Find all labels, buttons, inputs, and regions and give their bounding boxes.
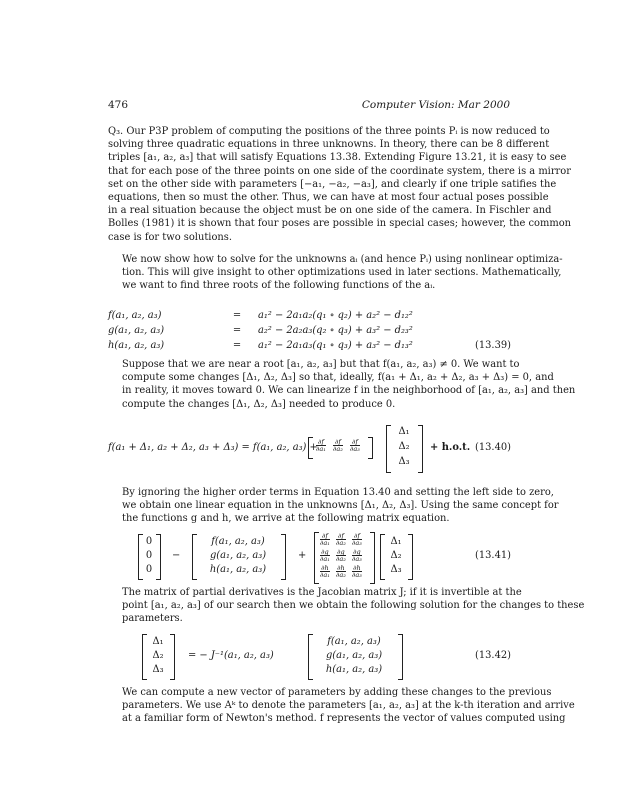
vector-entry: f(a₁, a₂, a₃) [211, 536, 265, 547]
text-line: solving three quadratic equations in three unknowns. In theory, there can be 8 different [108, 139, 550, 151]
paragraph-newton-method [108, 686, 575, 726]
equation-13-40 [108, 425, 511, 475]
equation-row [108, 325, 511, 338]
text-line: in a real situation because the object must be on one side of the camera. In Fischler and [108, 205, 552, 217]
minus-sign: − [172, 550, 181, 561]
equation-13-41 [108, 532, 511, 582]
equation-lhs: g(a₁, a₂, a₃) [108, 325, 165, 336]
text-line: set on the other side with parameters [−a₁, −a₂, −a₃], and clearly if one triple satifies the [108, 178, 557, 190]
equation-rhs: a₂² − 2a₂a₃(q₂ ∘ q₃) + a₃² − d₂₃² [258, 325, 413, 336]
text-line: tion. This will give insight to other optimizations used in later sections. Mathematically, [122, 267, 562, 279]
equation-relation: = [232, 310, 242, 321]
equation-number: (13.41) [475, 550, 511, 561]
text-line: we want to find three roots of the following functions of the aᵢ. [122, 280, 436, 292]
partial-derivative: $\frac{\partial f}{\text{∂a₂}}$ [333, 438, 343, 453]
equation-relation: = [232, 325, 242, 336]
vector-entry: Δ₃ [398, 456, 410, 467]
higher-order-terms: + h.o.t. [430, 442, 471, 453]
partial-derivative: $\frac{\partial g}{\text{∂a₃}}$ [352, 548, 362, 563]
right-bracket [418, 425, 423, 473]
right-bracket [408, 534, 413, 580]
equation-relation: = [232, 340, 242, 351]
vector-entry: 0 [145, 550, 153, 561]
equation-13-39 [108, 310, 511, 355]
partial-derivative: $\frac{\partial f}{\text{∂a₁}}$ [320, 532, 330, 547]
text-line: Q₃. Our P3P problem of computing the positions of the three points Pᵢ is now reduced to [108, 126, 550, 137]
text-line: Bolles (1981) it is shown that four poses are possible in special cases; however, the common [108, 218, 572, 230]
paragraph-p3p-solutions [108, 125, 572, 244]
running-head [108, 99, 510, 113]
text-line: the functions g and h, we arrive at the following matrix equation. [122, 513, 450, 525]
right-bracket [368, 437, 373, 459]
left-bracket [386, 425, 391, 473]
equation-13-42 [108, 632, 511, 682]
page-number: 476 [108, 99, 129, 111]
text-line: Suppose that we are near a root [a₁, a₂, a₃] but that f(a₁, a₂, a₃) ≠ 0. We want to [122, 359, 520, 370]
text-line: at a familiar form of Newton's method. f represents the vector of values computed using [122, 713, 566, 725]
right-bracket [156, 534, 161, 580]
left-bracket [308, 634, 313, 680]
paragraph-matrix-equation [108, 486, 559, 526]
right-bracket [281, 534, 286, 580]
vector-entry: Δ₃ [390, 564, 402, 575]
partial-derivative: $\frac{\partial g}{\text{∂a₁}}$ [320, 548, 330, 563]
text-line: By ignoring the higher order terms in Equation 13.40 and setting the left side to zero, [122, 487, 554, 498]
vector-entry: Δ₁ [152, 636, 164, 647]
text-line: We can compute a new vector of parameters by adding these changes to the previous [122, 687, 552, 698]
text-line: triples [a₁, a₂, a₃] that will satisfy Equations 13.38. Extending Figure 13.21, it is easy to see [108, 152, 567, 164]
text-line: compute some changes [Δ₁, Δ₂, Δ₃] so that, ideally, f(a₁ + Δ₁, a₂ + Δ₂, a₃ + Δ₃) = 0, and [122, 372, 554, 384]
text-line: we obtain one linear equation in the unknowns [Δ₁, Δ₂, Δ₃]. Using the same concept for [122, 500, 559, 512]
vector-entry: Δ₁ [390, 536, 402, 547]
text-line: that for each pose of the three points on one side of the coordinate system, there is a mirror [108, 165, 571, 177]
right-bracket [170, 634, 175, 680]
equation-number: (13.42) [475, 650, 511, 661]
right-bracket [398, 634, 403, 680]
text-line: The matrix of partial derivatives is the Jacobian matrix J; if it is invertible at the [122, 587, 522, 598]
paragraph-linearize [108, 358, 576, 411]
partial-derivative: $\frac{\partial f}{\text{∂a₃}}$ [350, 438, 360, 453]
left-bracket [380, 534, 385, 580]
equation-rhs: a₁² − 2a₁a₃(q₁ ∘ q₃) + a₃² − d₁₃² [258, 340, 413, 351]
plus-sign: + [298, 550, 307, 561]
inverse-jacobian-term: = − J⁻¹(a₁, a₂, a₃) [188, 650, 274, 661]
vector-entry: Δ₃ [152, 664, 164, 675]
right-bracket [370, 532, 375, 584]
vector-entry: f(a₁, a₂, a₃) [327, 636, 381, 647]
text-line: point [a₁, a₂, a₃] of our search then we obtain the following solution for the changes to these [122, 600, 585, 612]
partial-derivative: $\frac{\partial h}{\text{∂a₃}}$ [352, 564, 362, 579]
equation-rhs: a₁² − 2a₁a₂(q₁ ∘ q₂) + a₂² − d₁₂² [258, 310, 413, 321]
text-line: compute the changes [Δ₁, Δ₂, Δ₃] needed to produce 0. [122, 398, 396, 410]
partial-derivative: $\frac{\partial h}{\text{∂a₂}}$ [336, 564, 346, 579]
vector-entry: h(a₁, a₂, a₃) [209, 564, 267, 575]
partial-derivative: $\frac{\partial f}{\text{∂a₁}}$ [316, 438, 326, 453]
vector-entry: g(a₁, a₂, a₃) [325, 650, 383, 661]
left-bracket [192, 534, 197, 580]
equation-lhs: f(a₁, a₂, a₃) [108, 310, 162, 321]
text-line: We now show how to solve for the unknowns aᵢ (and hence Pᵢ) using nonlinear optimiza- [122, 254, 563, 265]
vector-entry: 0 [145, 564, 153, 575]
text-line: equations, then so must the other. Thus, we can have at most four actual poses possible [108, 191, 549, 203]
text-line: case is for two solutions. [108, 231, 232, 243]
running-title: Computer Vision: Mar 2000 [361, 99, 510, 111]
left-bracket [314, 532, 319, 584]
equation-lhs: h(a₁, a₂, a₃) [108, 340, 165, 351]
vector-entry: Δ₂ [390, 550, 402, 561]
left-bracket [142, 634, 147, 680]
text-line: in reality, it moves toward 0. We can linearize f in the neighborhood of [a₁, a₂, a₃] and then [122, 385, 576, 397]
vector-entry: 0 [145, 536, 153, 547]
partial-derivative: $\frac{\partial h}{\text{∂a₁}}$ [320, 564, 330, 579]
vector-entry: g(a₁, a₂, a₃) [209, 550, 267, 561]
partial-derivative: $\frac{\partial f}{\text{∂a₂}}$ [336, 532, 346, 547]
equation-number: (13.39) [475, 340, 511, 351]
partial-derivative: $\frac{\partial f}{\text{∂a₃}}$ [352, 532, 362, 547]
vector-entry: Δ₂ [152, 650, 164, 661]
paragraph-jacobian [108, 586, 585, 626]
text-line: parameters. We use Aᵏ to denote the parameters [a₁, a₂, a₃] at the k-th iteration and arrive [122, 700, 575, 712]
equation-number: (13.40) [475, 442, 511, 453]
equation-row [108, 310, 511, 323]
partial-derivative: $\frac{\partial g}{\text{∂a₂}}$ [336, 548, 346, 563]
text-line: parameters. [122, 613, 183, 625]
equation-row [108, 340, 511, 353]
paragraph-nonlinear-optimization [108, 253, 563, 293]
equation-lhs: f(a₁ + Δ₁, a₂ + Δ₂, a₃ + Δ₃) = f(a₁, a₂, a₃) + [108, 442, 318, 453]
vector-entry: h(a₁, a₂, a₃) [325, 664, 383, 675]
vector-entry: Δ₁ [398, 426, 410, 437]
left-bracket [308, 437, 313, 459]
vector-entry: Δ₂ [398, 441, 410, 452]
